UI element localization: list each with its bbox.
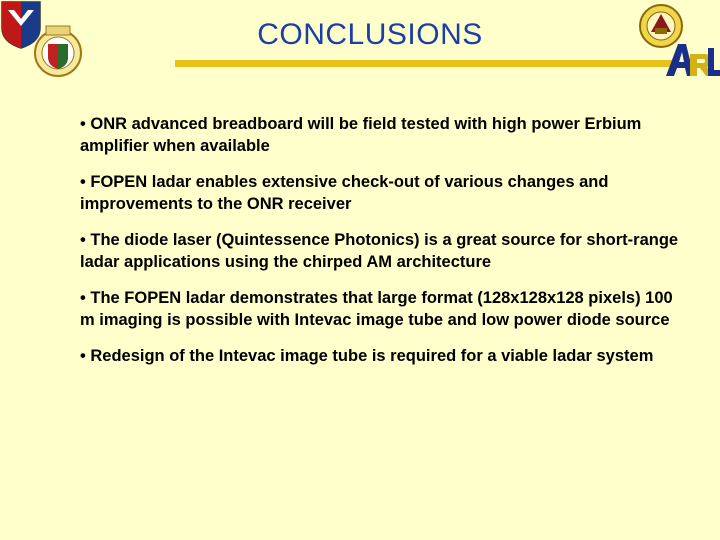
list-item: • ONR advanced breadboard will be field tested with high power Erbium amplifier when available (80, 115, 642, 155)
army-seal-logo (32, 24, 84, 78)
list-item: • Redesign of the Intevac image tube is required for a viable ladar system (80, 347, 654, 365)
list-item: • The diode laser (Quintessence Photonics) is a great source for short-range ladar applications using the chirped AM architecture (80, 231, 679, 271)
conclusions-bullet-list (80, 113, 680, 381)
arl-logo (664, 40, 720, 80)
list-item: • The FOPEN ladar demonstrates that large format (128x128x128 pixels) 100 m imaging is possible with Intevac image tube and low power diode source (80, 289, 673, 329)
page-title: CONCLUSIONS (257, 18, 483, 51)
title-underline-divider (175, 60, 675, 67)
list-item: • FOPEN ladar enables extensive check-out of various changes and improvements to the ONR receiver (80, 173, 609, 213)
